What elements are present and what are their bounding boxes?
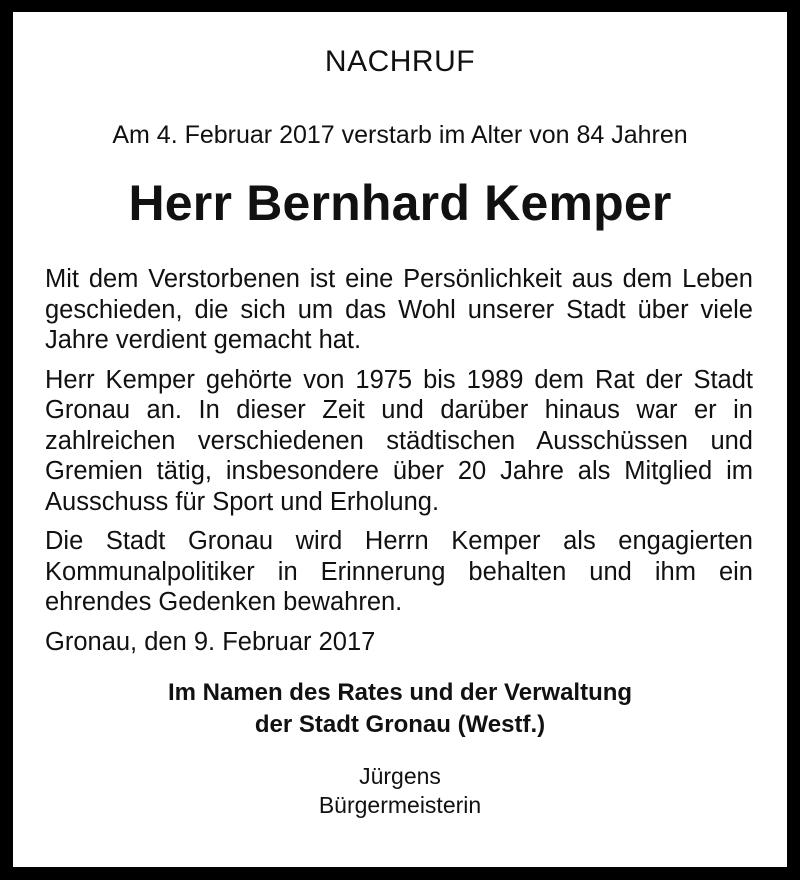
paragraph-tribute: Mit dem Verstorbenen ist eine Persönlichkeit aus dem Leben geschieden, die sich um das Wohl unserer Stadt über viele Jahre verdient gemacht hat. <box>45 265 753 354</box>
notice-heading: NACHRUF <box>324 45 476 78</box>
notice-body <box>45 264 753 666</box>
signature-org-line-2: der Stadt Gronau (Westf.) <box>254 711 546 738</box>
signatory-name: Jürgens <box>359 763 441 789</box>
death-announcement: Am 4. Februar 2017 verstarb im Alter von 84 Jahren <box>112 121 688 149</box>
obituary-notice <box>13 12 787 867</box>
deceased-name: Herr Bernhard Kemper <box>128 175 672 231</box>
signature-organization <box>13 677 787 741</box>
paragraph-career: Herr Kemper gehörte von 1975 bis 1989 dem Rat der Stadt Gronau an. In dieser Zeit und darüber hinaus war er in zahlreichen verschiedenen städtischen Ausschüssen und Gremien tätig, insbesondere über 20 Jahre als Mitglied im Ausschuss für Sport und Erholung. <box>45 365 753 516</box>
paragraph-remembrance: Die Stadt Gronau wird Herrn Kemper als engagierten Kommunalpolitiker in Erinnerung behalten und ihm ein ehrendes Gedenken bewahren. <box>45 527 753 616</box>
signature-person <box>13 762 787 820</box>
signature-org-line-1: Im Namen des Rates und der Verwaltung <box>167 679 633 706</box>
signatory-title: Bürgermeisterin <box>318 792 482 818</box>
place-and-date: Gronau, den 9. Februar 2017 <box>45 627 376 656</box>
